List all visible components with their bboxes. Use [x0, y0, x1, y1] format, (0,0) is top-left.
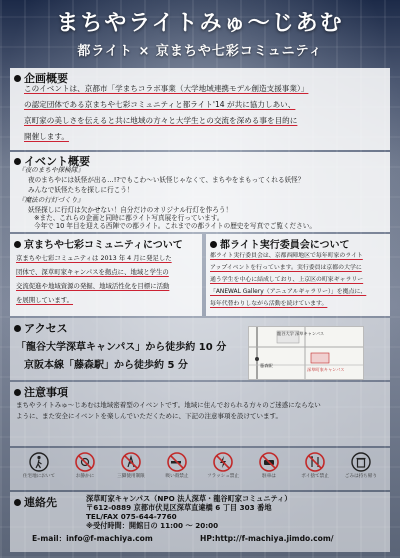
notes-panel [10, 382, 390, 446]
contact-panel [10, 492, 390, 552]
executive-line: 都ライト実行委員会は、京都西陣地区で毎年町家のライト [210, 253, 363, 259]
contact-email[interactable]: E-mail：info@f-machiya.com [32, 534, 153, 543]
plan-heading: 企画概要 [14, 70, 68, 86]
trash-icon [351, 452, 371, 472]
executive-line: 毎年代替わりしながら活動を続けています。 [210, 301, 328, 307]
plan-line: このイベントは、京都市「学まちコラボ事業（大学地域連携モデル創造支援事業）」 [24, 84, 309, 93]
rule-label: フラッシュ禁止 [207, 474, 239, 479]
bullet-icon [14, 241, 21, 248]
contact-line: 〒612-0889 京都市伏見区深草直違橋 6 丁目 303 番地 [86, 503, 272, 512]
bullet-icon [14, 389, 21, 396]
rule-label: 駐車は [262, 474, 276, 479]
notes-line: ように、また安全にイベントを楽しんでいただくために、下記の注意事項を設けています。 [16, 412, 282, 420]
community-line: 交流促進や地域資源の発掘、地域活性化を目標に活動 [16, 282, 170, 290]
contact-heading: 連絡先 [14, 494, 57, 510]
rule-label: お静かに [75, 474, 95, 479]
executive-heading: 都ライト実行委員会について [210, 236, 350, 251]
map-label-station: 藤森駅 [260, 363, 273, 368]
no-food-icon [305, 452, 325, 472]
executive-line: 「ANEWAL Gallery（アニュアルギャラリー）」を拠点に、 [210, 289, 367, 295]
page-subtitle: 都ライト × 京まちや七彩コミュニティ [77, 44, 323, 59]
plan-panel [10, 68, 390, 150]
executive-panel [206, 234, 390, 316]
bullet-icon [14, 499, 21, 506]
plan-line: 京町家の美しさを伝えると共に地域の方々と大学生との交流を深める事を目的に [24, 116, 298, 125]
notes-line: まちやライトみゅ〜じあむは地域密着型のイベントです。地域に住んでおられる方々のご迷惑にならない [16, 401, 321, 409]
map-label-machiya: 深草町家キャンパス [307, 367, 345, 372]
rule-item [340, 452, 382, 490]
event-sub1-line: みんなで妖怪たちを探しに行こう！ [28, 186, 134, 194]
rule-label: 吸い殻禁止 [165, 474, 189, 479]
rule-item [64, 452, 106, 490]
plan-line: 開催します。 [24, 132, 69, 141]
event-sub2-title: 『魔法の行灯づくり』 [18, 196, 84, 204]
contact-line: ※受付時間：開館日の 11:00 〜 20:00 [86, 521, 219, 530]
event-sub2-line: ※また、これらの企画と同時に都ライト写真展を行っています。 [34, 214, 224, 222]
bullet-icon [14, 158, 21, 165]
executive-line: アップイベントを行っています。実行委員は京都の大学に [210, 265, 362, 271]
community-panel [10, 234, 202, 316]
no-flash-icon [213, 452, 233, 472]
bullet-icon [14, 325, 21, 332]
contact-line: TEL/FAX 075-644-7760 [86, 512, 177, 521]
walking-icon [29, 452, 49, 472]
contact-homepage-link[interactable]: HP:http://f-machiya.jimdo.com/ [200, 534, 334, 543]
rule-item [110, 452, 152, 490]
contact-line: 深草町家キャンパス（NPO 法人深草・龍谷町家コミュニティ） [86, 494, 292, 503]
page-title: まちやライトみゅ〜じあむ [56, 10, 344, 36]
executive-line: 通う学生を中心に結成しており、上京区の町家ギャラリー [210, 277, 364, 283]
event-panel [10, 152, 390, 232]
access-map [248, 326, 364, 380]
rule-label: ポイ捨て禁止 [301, 474, 329, 479]
rule-item [202, 452, 244, 490]
notes-heading: 注意事項 [14, 384, 68, 400]
no-parking-icon [259, 452, 279, 472]
event-heading: イベント概要 [14, 153, 90, 169]
bullet-icon [14, 75, 21, 82]
rule-item [248, 452, 290, 490]
community-line: 団体で、深草町家キャンパスを拠点に、地域と学生の [16, 268, 169, 276]
access-line-1: 「龍谷大学深草キャンパス」から徒歩約 10 分 [16, 342, 227, 353]
event-sub2-line: 今年で 10 年目を迎える西陣での都ライト。これまでの都ライトの歴史を写真でご覧ください。 [34, 222, 316, 230]
map-label-campus: 龍谷大学 深草キャンパス [277, 331, 325, 336]
event-sub1-title: 『夜のまちや探検隊』 [18, 166, 84, 174]
community-line: 京まちや七彩コミュニティは 2013 年 4 月に発足した [16, 254, 172, 262]
no-eating-icon [75, 452, 95, 472]
no-touch-icon [121, 452, 141, 472]
rule-label: 三脚使用制限 [117, 474, 145, 479]
access-heading: アクセス [14, 320, 68, 336]
rule-item [156, 452, 198, 490]
no-smoking-icon [167, 452, 187, 472]
bullet-icon [210, 241, 217, 248]
community-heading: 京まちや七彩コミュニティについて [14, 236, 183, 251]
rule-label: ごみは持ち帰り [344, 474, 378, 479]
rule-item [294, 452, 336, 490]
event-sub1-line: 夜のまちやには妖怪が出る…!?でもこわ〜い妖怪じゃなくて、まちやをまもってくれる妖怪？ [28, 176, 305, 184]
plan-line: の認定団体である京まちや七彩コミュニティと都ライト'14 が共に協力しあい、 [24, 100, 296, 109]
rule-item [18, 452, 60, 490]
event-sub2-line: 妖怪探しに行灯は欠かせない！自分だけのオリジナル行灯を作ろう！ [28, 206, 233, 214]
access-line-2: 京阪本線「藤森駅」から徒歩約 5 分 [24, 360, 188, 371]
rule-label: 住宅地において [22, 474, 56, 479]
community-line: を展開しています。 [16, 296, 74, 304]
